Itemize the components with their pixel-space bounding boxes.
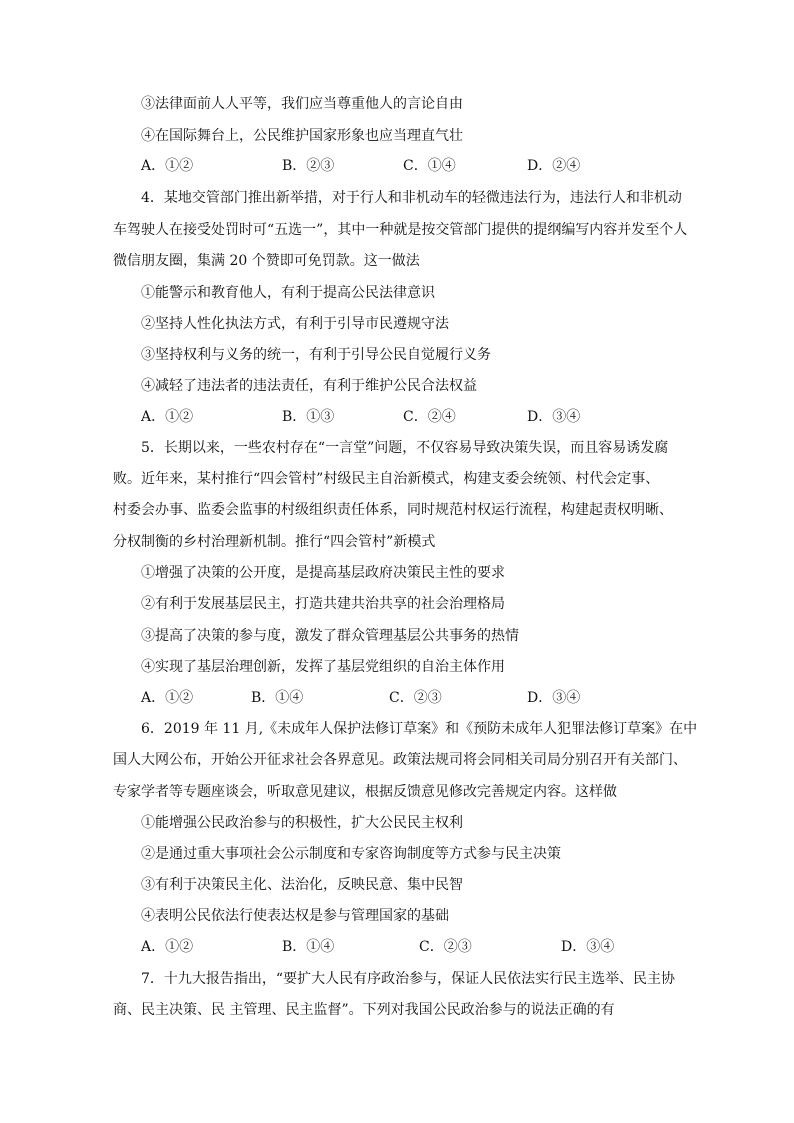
answer-option-d[interactable]: D．③④ bbox=[527, 690, 581, 706]
answer-option-d[interactable]: D．③④ bbox=[527, 409, 581, 425]
answer-statement: ①能警示和教育他人，有利于提高公民法律意识 bbox=[141, 285, 435, 301]
question-stem: 7．十九大报告指出，“要扩大人民有序政治参与，保证人民依法实行民主选举、民主协 bbox=[141, 971, 676, 987]
answer-option-d[interactable]: D．②④ bbox=[527, 158, 581, 174]
answer-statement: ③法律面前人人平等，我们应当尊重他人的言论自由 bbox=[141, 96, 463, 112]
question-text-line: 商、民主决策、民 主管理、民主监督”。下列对我国公民政治参与的说法正确的有 bbox=[113, 1002, 615, 1018]
answer-statement: ④减轻了违法者的违法责任，有利于维护公民合法权益 bbox=[141, 378, 477, 394]
question-text-line: 国人大网公布，开始公开征求社会各界意见。政策法规司将会同相关司局分别召开有关部门、 bbox=[113, 752, 687, 768]
answer-option-c[interactable]: C．②④ bbox=[403, 409, 456, 425]
question-text-line: 微信朋友圈，集满 20 个赞即可免罚款。这一做法 bbox=[113, 253, 420, 269]
question-stem: 5．长期以来，一些农村存在“一言堂”问题，不仅容易导致决策失误，而且容易诱发腐 bbox=[141, 440, 669, 456]
answer-options-row bbox=[141, 407, 701, 427]
answer-options-row bbox=[141, 688, 701, 708]
answer-statement: ①增强了决策的公开度，是提高基层政府决策民主性的要求 bbox=[141, 565, 505, 581]
answer-options-row bbox=[141, 937, 701, 957]
question-text-line: 败。近年来，某村推行“四会管村”村级民主自治新模式，构建支委会统领、村代会定事、 bbox=[113, 471, 660, 487]
answer-option-b[interactable]: B．①④ bbox=[282, 939, 335, 955]
answer-statement: ①能增强公民政治参与的积极性，扩大公民民主权利 bbox=[141, 815, 463, 831]
question-text-line: 车驾驶人在接受处罚时可“五选一”，其中一种就是按交管部门提供的提纲编写内容并发至个人 bbox=[113, 222, 688, 238]
answer-statement: ④在国际舞台上，公民维护国家形象也应当理直气壮 bbox=[141, 128, 463, 144]
answer-statement: ④表明公民依法行使表达权是参与管理国家的基础 bbox=[141, 908, 449, 924]
answer-option-a[interactable]: A．①② bbox=[141, 939, 194, 955]
question-stem: 4．某地交管部门推出新举措，对于行人和非机动车的轻微违法行为，违法行人和非机动 bbox=[141, 190, 682, 206]
answer-option-c[interactable]: C．①④ bbox=[403, 158, 456, 174]
answer-option-a[interactable]: A．①② bbox=[141, 690, 194, 706]
answer-option-b[interactable]: B．②③ bbox=[282, 158, 335, 174]
question-text-line: 村委会办事、监委会监事的村级组织责任体系，同时规范村权运行流程，构建起责权明晰、 bbox=[113, 502, 673, 518]
answer-option-c[interactable]: C．②③ bbox=[419, 939, 472, 955]
answer-options-row bbox=[141, 156, 701, 176]
answer-option-b[interactable]: B．①④ bbox=[251, 690, 304, 706]
answer-option-a[interactable]: A．①② bbox=[141, 158, 194, 174]
answer-option-d[interactable]: D．③④ bbox=[561, 939, 615, 955]
answer-statement: ③有利于决策民主化、法治化，反映民意、集中民智 bbox=[141, 877, 463, 893]
answer-statement: ③提高了决策的参与度，激发了群众管理基层公共事务的热情 bbox=[141, 628, 519, 644]
answer-statement: ②是通过重大事项社会公示制度和专家咨询制度等方式参与民主决策 bbox=[141, 846, 561, 862]
question-stem: 6．2019 年 11 月,《未成年人保护法修订草案》和《预防未成年人犯罪法修订草案》在中 bbox=[141, 721, 698, 737]
answer-statement: ④实现了基层治理创新，发挥了基层党组织的自治主体作用 bbox=[141, 659, 505, 675]
answer-statement: ③坚持权利与义务的统一，有利于引导公民自觉履行义务 bbox=[141, 347, 491, 363]
answer-statement: ②有利于发展基层民主，打造共建共治共享的社会治理格局 bbox=[141, 596, 505, 612]
answer-option-a[interactable]: A．①② bbox=[141, 409, 194, 425]
answer-statement: ②坚持人性化执法方式，有利于引导市民遵规守法 bbox=[141, 316, 449, 332]
question-text-line: 分权制衡的乡村治理新机制。推行“四会管村”新模式 bbox=[113, 534, 436, 550]
answer-option-b[interactable]: B．①③ bbox=[282, 409, 335, 425]
answer-option-c[interactable]: C．②③ bbox=[389, 690, 442, 706]
question-text-line: 专家学者等专题座谈会，听取意见建议，根据反馈意见修改完善规定内容。这样做 bbox=[113, 784, 617, 800]
